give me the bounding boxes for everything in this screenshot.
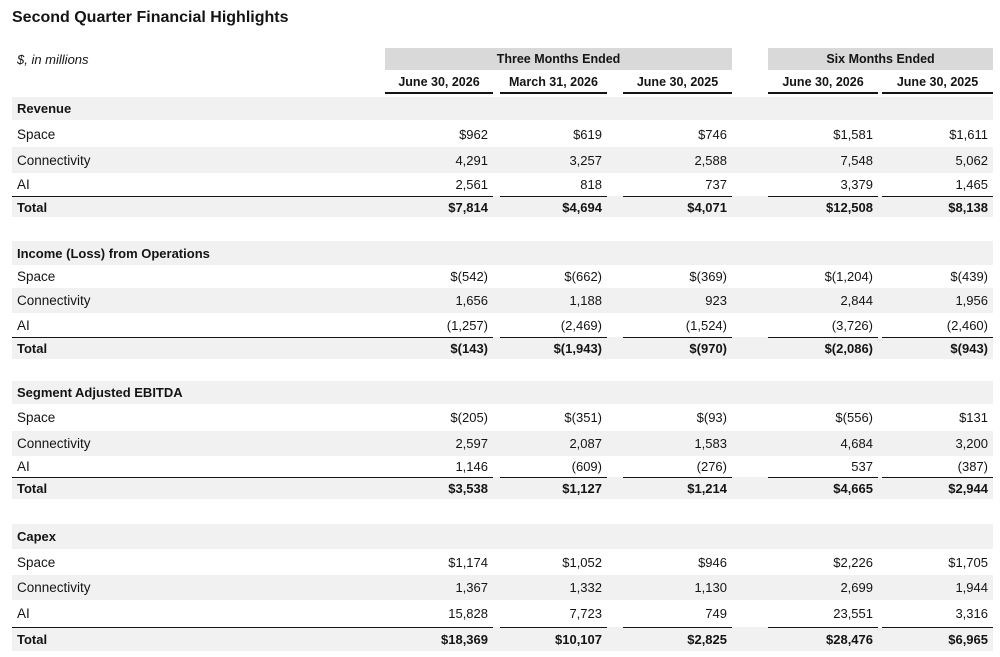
value-cell: 749: [705, 606, 727, 621]
value-cell: 1,465: [955, 177, 988, 192]
value-cell: 15,828: [448, 606, 488, 621]
value-cell: (609): [571, 459, 602, 474]
column-header-3m-march-31-2026: March 31, 2026: [500, 72, 607, 94]
total-value-cell: $18,369: [385, 627, 493, 651]
value-cell: $2,226: [833, 554, 873, 570]
value-cell: $1,705: [948, 554, 988, 570]
six-months-ended-header: Six Months Ended: [768, 48, 993, 70]
income-from-operations-ai-row: [12, 313, 993, 337]
total-label: Total: [12, 337, 385, 359]
value-cell: $(351): [564, 410, 602, 425]
value-cell: 2,597: [455, 436, 488, 451]
total-value-cell: $(970): [623, 337, 732, 359]
row-label: Space: [17, 554, 56, 570]
capex-space-row: [12, 549, 993, 575]
total-label: Total: [12, 196, 385, 217]
value-cell: 4,291: [455, 152, 488, 168]
row-label: Connectivity: [17, 436, 91, 451]
capex-total-row: [12, 627, 993, 651]
total-value-cell: $28,476: [768, 627, 878, 651]
value-cell: 3,200: [955, 436, 988, 451]
value-cell: 737: [705, 177, 727, 192]
value-cell: 1,146: [455, 459, 488, 474]
income-from-operations-space-row: [12, 265, 993, 288]
value-cell: $619: [573, 126, 602, 142]
total-value-cell: $(2,086): [768, 337, 878, 359]
value-cell: $1,052: [562, 554, 602, 570]
row-label: Space: [17, 410, 56, 425]
value-cell: $962: [459, 126, 488, 142]
value-cell: (387): [957, 459, 988, 474]
income-from-operations-connectivity-row: [12, 288, 993, 313]
value-cell: $(556): [835, 410, 873, 425]
total-value-cell: $(1,943): [500, 337, 607, 359]
column-header-3m-june-30-2025: June 30, 2025: [623, 72, 732, 94]
value-cell: 2,087: [569, 436, 602, 451]
value-cell: $(1,204): [824, 269, 873, 284]
value-cell: 3,257: [569, 152, 602, 168]
row-label: AI: [17, 606, 30, 621]
value-cell: 1,583: [694, 436, 727, 451]
capex-connectivity-row: [12, 575, 993, 600]
total-value-cell: $2,825: [623, 627, 732, 651]
value-cell: $746: [698, 126, 727, 142]
value-cell: 2,588: [694, 152, 727, 168]
row-label: AI: [17, 459, 30, 474]
total-value-cell: $6,965: [882, 627, 993, 651]
revenue-section-heading-row: [12, 97, 993, 120]
column-header-6m-june-30-2026: June 30, 2026: [768, 72, 878, 94]
units-note: $, in millions: [17, 52, 89, 67]
total-value-cell: $10,107: [500, 627, 607, 651]
segment-adjusted-ebitda-connectivity-row: [12, 431, 993, 456]
value-cell: $(369): [689, 269, 727, 284]
value-cell: $(93): [696, 410, 727, 425]
value-cell: 1,130: [694, 580, 727, 595]
value-cell: 2,561: [455, 177, 488, 192]
total-value-cell: $7,814: [385, 196, 493, 217]
capex-ai-row: [12, 600, 993, 627]
total-value-cell: $(143): [385, 337, 493, 359]
value-cell: 1,367: [455, 580, 488, 595]
column-header-row: [12, 72, 993, 94]
value-cell: 5,062: [955, 152, 988, 168]
segment-adjusted-ebitda-ai-row: [12, 456, 993, 477]
value-cell: $(205): [450, 410, 488, 425]
value-cell: $1,174: [448, 554, 488, 570]
income-from-operations-section-heading-row: [12, 241, 993, 265]
value-cell: 3,316: [955, 606, 988, 621]
total-value-cell: $4,665: [768, 477, 878, 499]
total-value-cell: $(943): [882, 337, 993, 359]
value-cell: 818: [580, 177, 602, 192]
segment-adjusted-ebitda-space-row: [12, 404, 993, 431]
column-header-6m-june-30-2025: June 30, 2025: [882, 72, 993, 94]
value-cell: 23,551: [833, 606, 873, 621]
segment-adjusted-ebitda-section-heading-row: [12, 381, 993, 404]
section-heading: Revenue: [17, 101, 72, 116]
total-value-cell: $12,508: [768, 196, 878, 217]
section-heading: Segment Adjusted EBITDA: [17, 385, 183, 400]
income-from-operations-total-row: [12, 337, 993, 359]
value-cell: 1,656: [455, 293, 488, 308]
value-cell: 2,844: [840, 293, 873, 308]
total-value-cell: $1,214: [623, 477, 732, 499]
value-cell: 2,699: [840, 580, 873, 595]
value-cell: $(542): [450, 269, 488, 284]
value-cell: (1,257): [446, 317, 488, 333]
value-cell: (2,460): [946, 317, 988, 333]
value-cell: 1,332: [569, 580, 602, 595]
segment-adjusted-ebitda-total-row: [12, 477, 993, 499]
value-cell: 1,188: [569, 293, 602, 308]
value-cell: $(439): [950, 269, 988, 284]
value-cell: 1,944: [955, 580, 988, 595]
total-value-cell: $4,071: [623, 196, 732, 217]
row-label: Connectivity: [17, 293, 91, 308]
revenue-connectivity-row: [12, 147, 993, 173]
value-cell: $946: [698, 554, 727, 570]
value-cell: (3,726): [831, 317, 873, 333]
total-label: Total: [12, 627, 385, 651]
row-label: AI: [17, 317, 30, 333]
value-cell: 7,548: [840, 152, 873, 168]
value-cell: $1,581: [833, 126, 873, 142]
total-value-cell: $8,138: [882, 196, 993, 217]
row-label: Space: [17, 126, 56, 142]
section-heading: Capex: [17, 529, 57, 544]
value-cell: 537: [851, 459, 873, 474]
total-label: Total: [12, 477, 385, 499]
value-cell: $(662): [564, 269, 602, 284]
value-cell: (2,469): [560, 317, 602, 333]
value-cell: (276): [696, 459, 727, 474]
row-label: AI: [17, 177, 30, 192]
value-cell: 1,956: [955, 293, 988, 308]
capex-section-heading-row: [12, 524, 993, 549]
column-header-3m-june-30-2026: June 30, 2026: [385, 72, 493, 94]
value-cell: $131: [959, 410, 988, 425]
total-value-cell: $4,694: [500, 196, 607, 217]
three-months-ended-header: Three Months Ended: [385, 48, 732, 70]
revenue-space-row: [12, 121, 993, 147]
value-cell: 7,723: [569, 606, 602, 621]
total-value-cell: $3,538: [385, 477, 493, 499]
section-heading: Income (Loss) from Operations: [17, 245, 210, 261]
revenue-total-row: [12, 196, 993, 217]
revenue-ai-row: [12, 173, 993, 196]
total-value-cell: $1,127: [500, 477, 607, 499]
total-value-cell: $2,944: [882, 477, 993, 499]
page-title: Second Quarter Financial Highlights: [12, 9, 289, 26]
row-label: Space: [17, 269, 56, 284]
row-label: Connectivity: [17, 580, 91, 595]
value-cell: 4,684: [840, 436, 873, 451]
value-cell: (1,524): [685, 317, 727, 333]
value-cell: 3,379: [840, 177, 873, 192]
row-label: Connectivity: [17, 152, 91, 168]
value-cell: 923: [705, 293, 727, 308]
value-cell: $1,611: [949, 126, 988, 142]
